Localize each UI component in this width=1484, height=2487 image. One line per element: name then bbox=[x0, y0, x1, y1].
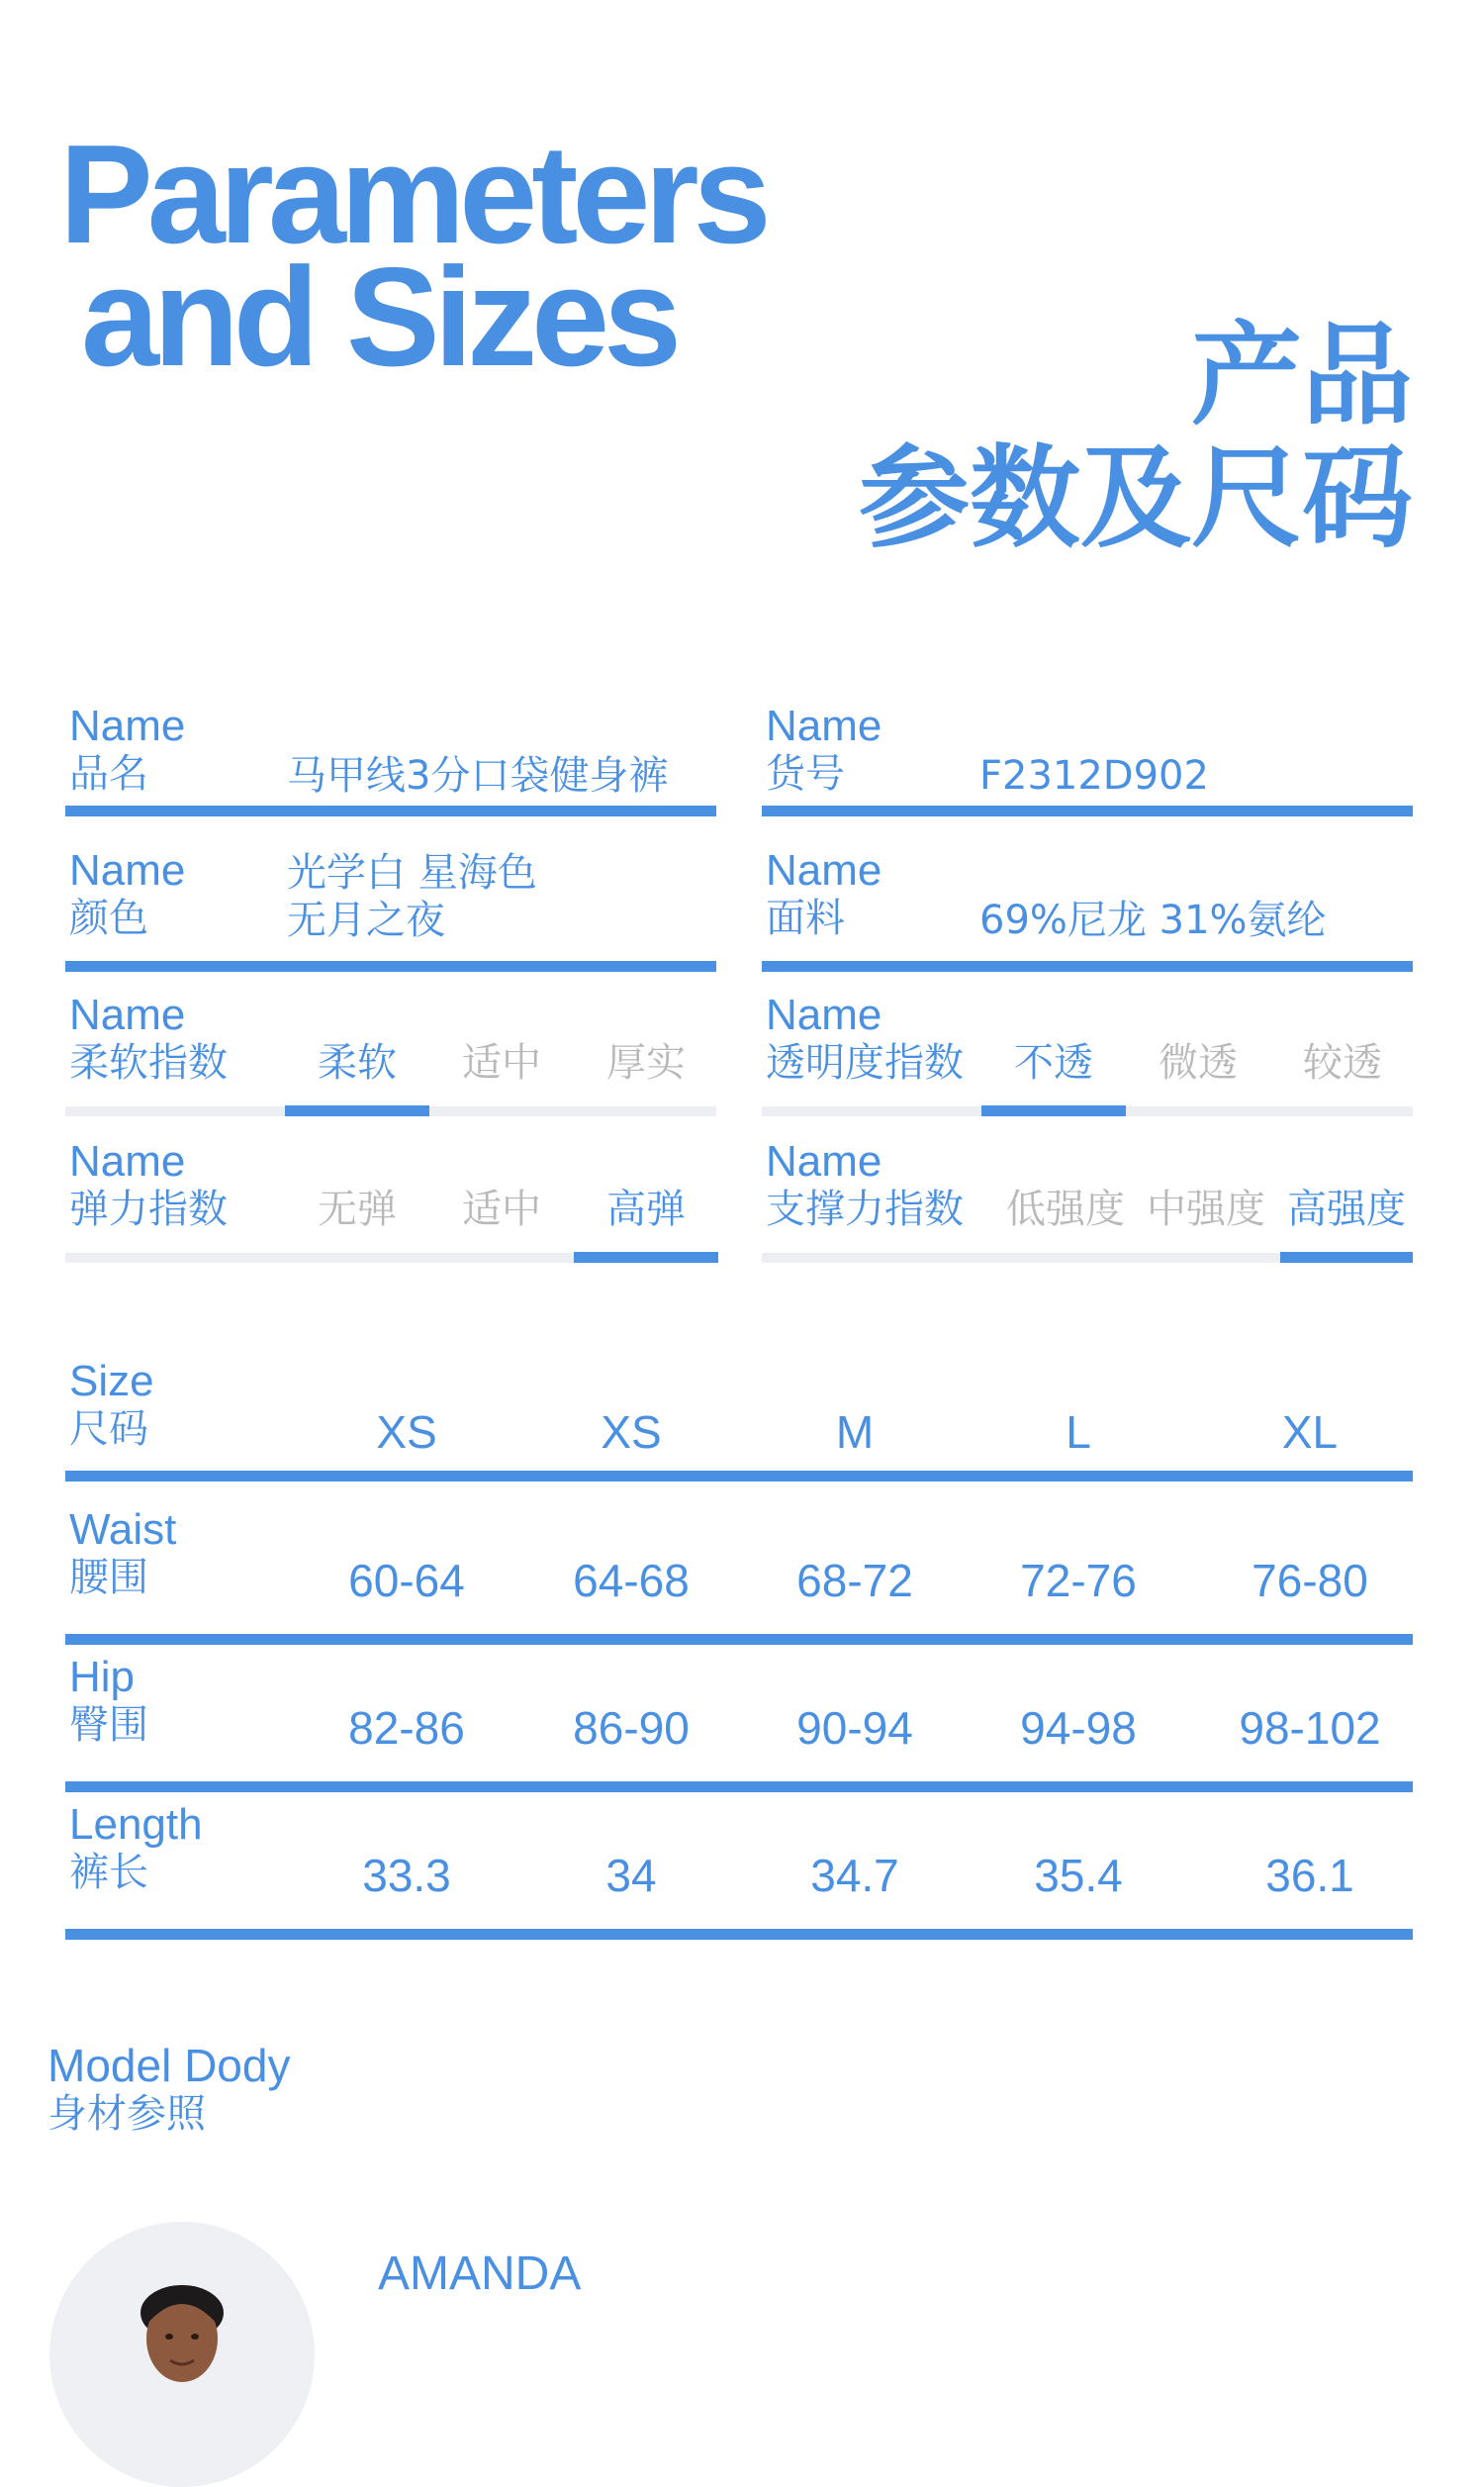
scale-option: 高弹 bbox=[606, 1187, 686, 1232]
row-label-cn: 臀围 bbox=[69, 1702, 148, 1748]
scale-option: 适中 bbox=[462, 1187, 541, 1232]
param-label-en: Name bbox=[69, 991, 186, 1039]
divider bbox=[65, 806, 716, 816]
table-row-waist bbox=[65, 1506, 1413, 1645]
table-cell: 72-76 bbox=[1020, 1555, 1137, 1606]
param-label-cn: 面料 bbox=[766, 896, 845, 941]
divider bbox=[762, 806, 1413, 816]
table-cell: 33.3 bbox=[362, 1850, 451, 1901]
param-label-en: Name bbox=[766, 702, 882, 750]
scale-option: 高强度 bbox=[1287, 1187, 1406, 1232]
model-section-title-en: Model Dody bbox=[47, 2040, 291, 2091]
divider bbox=[65, 1929, 1413, 1940]
table-cell: 60-64 bbox=[348, 1555, 465, 1606]
param-label-cn: 弹力指数 bbox=[69, 1187, 228, 1232]
param-softness bbox=[65, 992, 716, 1116]
param-value-line1: 光学白 星海色 bbox=[287, 850, 537, 896]
size-cell: M bbox=[835, 1406, 875, 1458]
scale-option: 微透 bbox=[1159, 1040, 1238, 1086]
scale-indicator bbox=[981, 1105, 1126, 1116]
param-color bbox=[65, 847, 716, 972]
page-title-en bbox=[59, 116, 766, 396]
param-transparency bbox=[762, 992, 1413, 1116]
table-cell: 98-102 bbox=[1239, 1702, 1381, 1754]
size-cell: XS bbox=[376, 1406, 437, 1458]
model-name: AMANDA bbox=[378, 2248, 582, 2300]
divider bbox=[762, 961, 1413, 972]
param-value: 69%尼龙 31%氨纶 bbox=[979, 898, 1327, 943]
model-portrait-illustration bbox=[49, 2222, 315, 2487]
table-cell: 64-68 bbox=[573, 1555, 690, 1606]
scale-option: 低强度 bbox=[1006, 1187, 1125, 1232]
table-cell: 35.4 bbox=[1034, 1850, 1123, 1901]
size-cell: XS bbox=[601, 1406, 662, 1458]
table-cell: 34 bbox=[605, 1850, 657, 1901]
divider bbox=[65, 1781, 1413, 1792]
param-label-cn: 品名 bbox=[69, 751, 148, 797]
table-row-hip bbox=[65, 1654, 1413, 1792]
size-cell: XL bbox=[1281, 1406, 1339, 1458]
row-label-en: Waist bbox=[69, 1505, 177, 1554]
scale-indicator bbox=[285, 1105, 429, 1116]
scale-option: 柔软 bbox=[318, 1040, 397, 1086]
row-label-cn: 裤长 bbox=[69, 1850, 148, 1895]
page-title-cn bbox=[859, 312, 1413, 563]
table-cell: 68-72 bbox=[796, 1555, 913, 1606]
param-label-cn: 透明度指数 bbox=[766, 1040, 964, 1086]
param-label-cn: 颜色 bbox=[69, 896, 148, 941]
title-en-line2: and Sizes bbox=[81, 239, 677, 396]
table-cell: 82-86 bbox=[348, 1702, 465, 1754]
size-cell: L bbox=[1066, 1406, 1091, 1458]
row-label-en: Length bbox=[69, 1800, 203, 1849]
scale-option: 无弹 bbox=[318, 1187, 397, 1232]
param-label-en: Name bbox=[69, 846, 186, 895]
param-label-en: Name bbox=[69, 1137, 186, 1186]
scale-option: 中强度 bbox=[1147, 1187, 1265, 1232]
table-cell: 76-80 bbox=[1252, 1555, 1368, 1606]
param-fabric bbox=[762, 847, 1413, 972]
table-cell: 36.1 bbox=[1265, 1850, 1354, 1901]
row-label-en: Hip bbox=[69, 1653, 136, 1701]
size-table-header bbox=[65, 1358, 1413, 1482]
param-label-en: Name bbox=[766, 1137, 882, 1186]
title-en-line1: Parameters bbox=[59, 116, 766, 273]
param-label-en: Name bbox=[766, 846, 882, 895]
param-label-cn: 支撑力指数 bbox=[766, 1187, 964, 1232]
param-product-name bbox=[65, 703, 716, 816]
scale-option: 厚实 bbox=[606, 1040, 686, 1086]
model-avatar bbox=[49, 2222, 315, 2487]
param-label-en: Name bbox=[766, 991, 882, 1039]
row-label-cn: 尺码 bbox=[69, 1406, 148, 1452]
param-label-cn: 柔软指数 bbox=[69, 1040, 228, 1086]
model-section-title-cn: 身材参照 bbox=[47, 2091, 206, 2137]
scale-option: 适中 bbox=[462, 1040, 541, 1086]
scale-option: 不透 bbox=[1014, 1040, 1093, 1086]
param-value: F2312D902 bbox=[979, 753, 1209, 799]
scale-option: 较透 bbox=[1303, 1040, 1382, 1086]
scale-indicator bbox=[574, 1252, 718, 1263]
divider bbox=[65, 1634, 1413, 1645]
table-row-length bbox=[65, 1801, 1413, 1940]
param-value-line2: 无月之夜 bbox=[287, 898, 445, 943]
title-cn-line2: 参数及尺码 bbox=[859, 434, 1413, 563]
divider bbox=[65, 1471, 1413, 1482]
table-cell: 34.7 bbox=[810, 1850, 899, 1901]
table-cell: 86-90 bbox=[573, 1702, 690, 1754]
row-label-cn: 腰围 bbox=[69, 1555, 148, 1600]
table-cell: 90-94 bbox=[796, 1702, 913, 1754]
scale-indicator bbox=[1280, 1252, 1413, 1263]
row-label-en: Size bbox=[69, 1357, 154, 1405]
param-label-cn: 货号 bbox=[766, 751, 845, 797]
divider bbox=[65, 961, 716, 972]
title-cn-line1: 产品 bbox=[1191, 312, 1413, 440]
param-value: 马甲线3分口袋健身裤 bbox=[287, 753, 669, 799]
param-label-en: Name bbox=[69, 702, 186, 750]
param-elasticity bbox=[65, 1138, 716, 1263]
param-support bbox=[762, 1138, 1413, 1263]
param-item-no bbox=[762, 703, 1413, 816]
table-cell: 94-98 bbox=[1020, 1702, 1137, 1754]
